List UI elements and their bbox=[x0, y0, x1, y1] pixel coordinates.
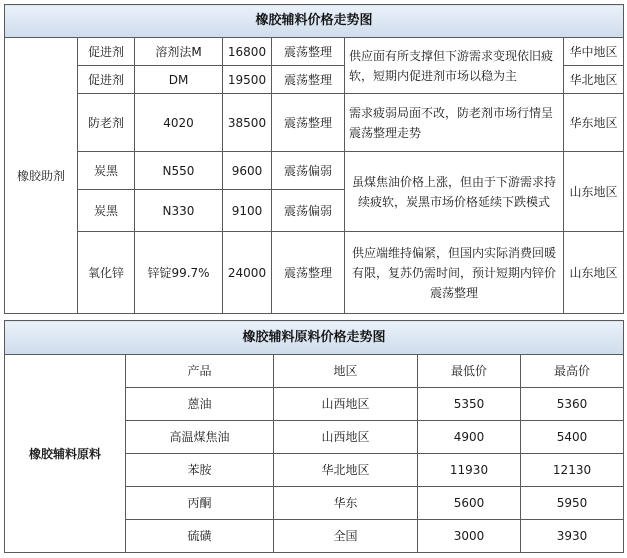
comment-cell: 供应面有所支撑但下游需求变现依旧疲软，短期内促进剂市场以稳为主 bbox=[345, 38, 564, 94]
product-cell: 促进剂 bbox=[78, 66, 135, 94]
region-cell: 山东地区 bbox=[564, 152, 624, 232]
price-cell: 19500 bbox=[223, 66, 272, 94]
table-title-row bbox=[5, 321, 624, 355]
region-cell: 华北地区 bbox=[274, 454, 418, 487]
trend-cell: 震荡整理 bbox=[272, 232, 345, 314]
table-row bbox=[5, 152, 624, 190]
comment-cell: 虽煤焦油价格上涨，但由于下游需求持续疲软，炭黑市场价格延续下跌模式 bbox=[345, 152, 564, 232]
product-cell: 促进剂 bbox=[78, 38, 135, 66]
trend-cell: 震荡偏弱 bbox=[272, 190, 345, 232]
column-header-region: 地区 bbox=[274, 355, 418, 388]
column-header-product: 产品 bbox=[126, 355, 274, 388]
table-title: 橡胶辅料价格走势图 bbox=[5, 5, 624, 38]
spec-cell: DM bbox=[135, 66, 223, 94]
low-price-cell: 3000 bbox=[418, 520, 521, 553]
region-cell: 山西地区 bbox=[274, 388, 418, 421]
region-cell: 华中地区 bbox=[564, 38, 624, 66]
rubber-additive-price-table bbox=[4, 4, 624, 314]
product-cell: 防老剂 bbox=[78, 94, 135, 152]
price-cell: 24000 bbox=[223, 232, 272, 314]
category-cell: 橡胶助剂 bbox=[5, 38, 78, 314]
region-cell: 华东 bbox=[274, 487, 418, 520]
region-cell: 华北地区 bbox=[564, 66, 624, 94]
price-cell: 38500 bbox=[223, 94, 272, 152]
price-cell: 9600 bbox=[223, 152, 272, 190]
high-price-cell: 5950 bbox=[521, 487, 624, 520]
high-price-cell: 5360 bbox=[521, 388, 624, 421]
comment-cell: 需求疲弱局面不改，防老剂市场行情呈震荡整理走势 bbox=[345, 94, 564, 152]
product-cell: 炭黑 bbox=[78, 152, 135, 190]
comment-cell: 供应端维持偏紧，但国内实际消费回暖有限，复苏仍需时间，预计短期内锌价震荡整理 bbox=[345, 232, 564, 314]
low-price-cell: 4900 bbox=[418, 421, 521, 454]
table-header-row bbox=[5, 355, 624, 388]
product-cell: 蒽油 bbox=[126, 388, 274, 421]
column-header-high: 最高价 bbox=[521, 355, 624, 388]
trend-cell: 震荡整理 bbox=[272, 66, 345, 94]
product-cell: 硫磺 bbox=[126, 520, 274, 553]
column-header-low: 最低价 bbox=[418, 355, 521, 388]
region-cell: 山西地区 bbox=[274, 421, 418, 454]
spec-cell: 溶剂法M bbox=[135, 38, 223, 66]
low-price-cell: 11930 bbox=[418, 454, 521, 487]
table-title: 橡胶辅料原料价格走势图 bbox=[5, 321, 624, 355]
high-price-cell: 12130 bbox=[521, 454, 624, 487]
spec-cell: 锌锭99.7% bbox=[135, 232, 223, 314]
high-price-cell: 3930 bbox=[521, 520, 624, 553]
region-cell: 华东地区 bbox=[564, 94, 624, 152]
high-price-cell: 5400 bbox=[521, 421, 624, 454]
spec-cell: N550 bbox=[135, 152, 223, 190]
trend-cell: 震荡偏弱 bbox=[272, 152, 345, 190]
table-row bbox=[5, 94, 624, 152]
region-cell: 全国 bbox=[274, 520, 418, 553]
trend-cell: 震荡整理 bbox=[272, 94, 345, 152]
table-row bbox=[5, 232, 624, 314]
price-cell: 9100 bbox=[223, 190, 272, 232]
product-cell: 苯胺 bbox=[126, 454, 274, 487]
low-price-cell: 5600 bbox=[418, 487, 521, 520]
spec-cell: N330 bbox=[135, 190, 223, 232]
product-cell: 炭黑 bbox=[78, 190, 135, 232]
product-cell: 丙酮 bbox=[126, 487, 274, 520]
table-row bbox=[5, 38, 624, 66]
raw-material-price-table bbox=[4, 320, 624, 553]
price-cell: 16800 bbox=[223, 38, 272, 66]
trend-cell: 震荡整理 bbox=[272, 38, 345, 66]
low-price-cell: 5350 bbox=[418, 388, 521, 421]
spec-cell: 4020 bbox=[135, 94, 223, 152]
region-cell: 山东地区 bbox=[564, 232, 624, 314]
product-cell: 高温煤焦油 bbox=[126, 421, 274, 454]
product-cell: 氧化锌 bbox=[78, 232, 135, 314]
category-cell: 橡胶辅料原料 bbox=[5, 355, 126, 553]
table-title-row bbox=[5, 5, 624, 38]
